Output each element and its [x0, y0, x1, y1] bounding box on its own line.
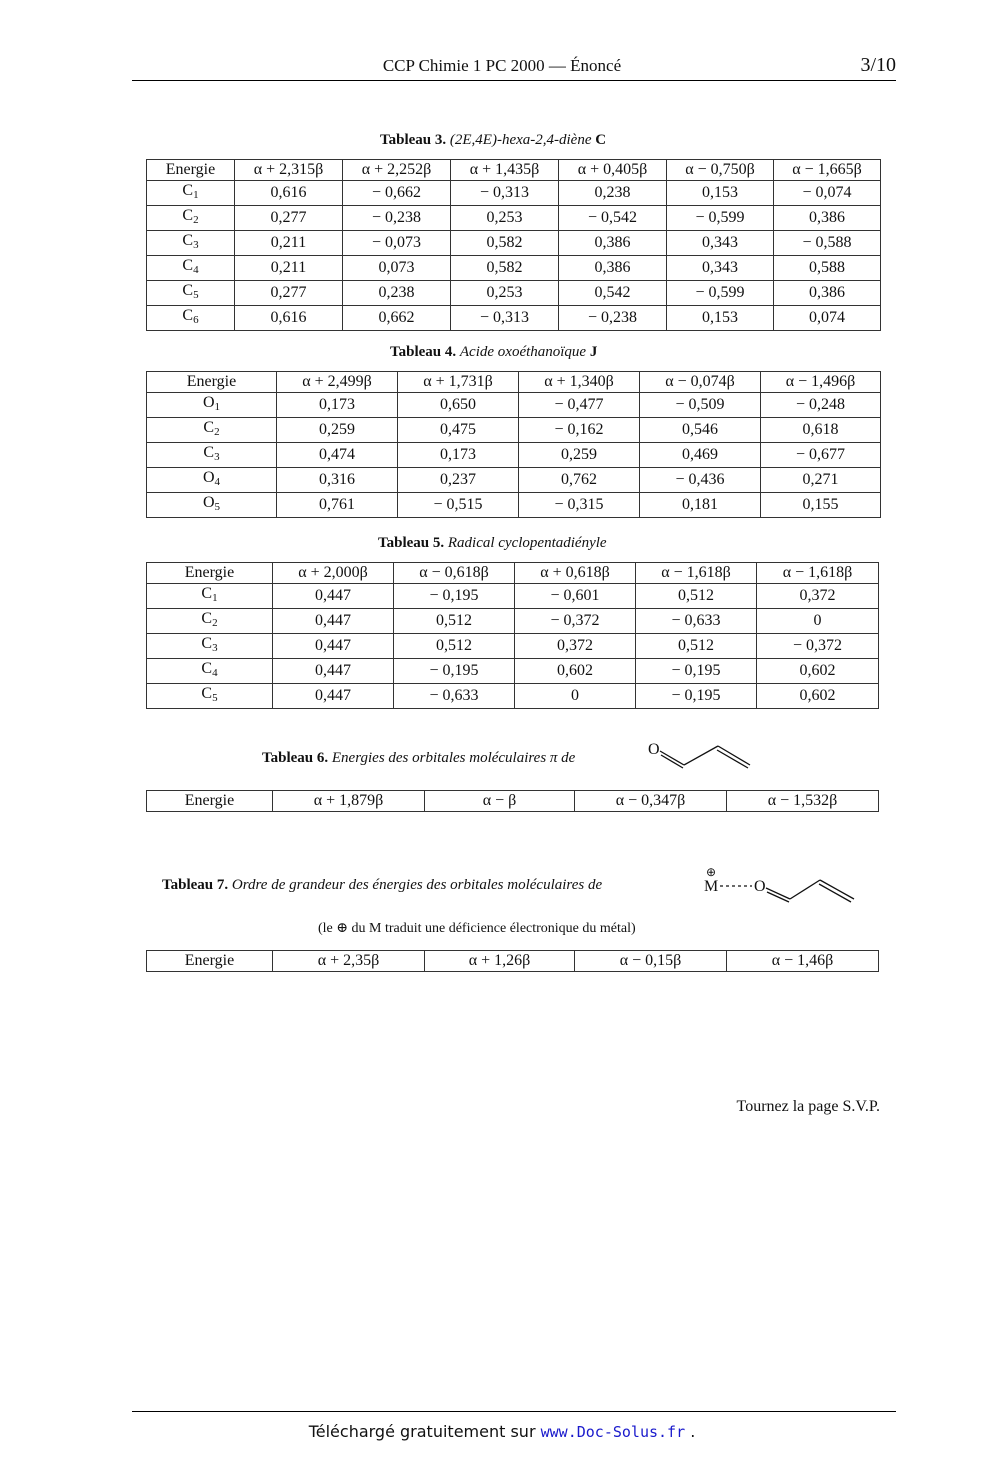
coefficient-cell: 0,616 — [235, 181, 343, 206]
coefficient-cell: 0,343 — [667, 231, 774, 256]
atom-symbol: C — [201, 610, 213, 627]
atom-index: 1 — [193, 189, 199, 201]
coefficient-cell: 0,259 — [277, 418, 398, 443]
table-row — [147, 468, 881, 493]
energy-level-cell: α + 1,340β — [519, 372, 640, 393]
table3-subject: (2E,4E)-hexa-2,4-diène — [449, 132, 592, 148]
table3-caption — [380, 132, 606, 149]
energy-header-cell: Energie — [147, 951, 273, 972]
coefficient-cell: − 0,162 — [519, 418, 640, 443]
table5-caption — [378, 535, 607, 552]
energy-header-cell: Energie — [147, 372, 277, 393]
atom-label-cell — [147, 659, 273, 684]
atom-label-cell — [147, 684, 273, 709]
table-row — [147, 659, 879, 684]
atom-symbol: C — [182, 182, 194, 199]
coefficient-cell: 0,238 — [559, 181, 667, 206]
table3 — [146, 159, 881, 331]
coefficient-cell: 0,386 — [559, 231, 667, 256]
energy-level-cell: α − 1,46β — [727, 951, 879, 972]
atom-index: 4 — [212, 667, 218, 679]
atom-label-cell — [147, 181, 235, 206]
coefficient-cell: − 0,238 — [343, 206, 451, 231]
table7-note: (le ⊕ du M traduit une déficience électronique du métal) — [318, 921, 636, 936]
coefficient-cell: − 0,509 — [640, 393, 761, 418]
header-row — [147, 791, 879, 812]
energy-level-cell: α + 1,879β — [273, 791, 425, 812]
footer — [0, 1422, 1004, 1441]
table4-caption — [390, 344, 597, 361]
coefficient-cell: − 0,477 — [519, 393, 640, 418]
atom-index: 2 — [214, 426, 220, 438]
coefficient-cell: − 0,313 — [451, 306, 559, 331]
ligand-bond — [820, 880, 854, 899]
table4 — [146, 371, 881, 518]
atom-label-cell — [147, 281, 235, 306]
coefficient-cell: 0 — [515, 684, 636, 709]
coefficient-cell: 0,271 — [761, 468, 881, 493]
coefficient-cell: − 0,195 — [394, 584, 515, 609]
atom-label-cell — [147, 393, 277, 418]
atom-label-cell — [147, 584, 273, 609]
atom-label-cell — [147, 493, 277, 518]
coefficient-cell: 0,253 — [451, 281, 559, 306]
atom-index: 3 — [193, 239, 199, 251]
coefficient-cell: 0,238 — [343, 281, 451, 306]
atom-label-cell — [147, 206, 235, 231]
table-row — [147, 181, 881, 206]
header-row — [147, 160, 881, 181]
atom-index: 6 — [193, 314, 199, 326]
table7-label: Tableau 7. — [162, 877, 229, 893]
coefficient-cell: 0,181 — [640, 493, 761, 518]
atom-label-cell — [147, 231, 235, 256]
footer-link[interactable]: www.Doc-Solus.fr — [540, 1423, 686, 1441]
coefficient-cell: 0,512 — [394, 634, 515, 659]
page-number: 3/10 — [860, 54, 896, 76]
coefficient-cell: 0,602 — [757, 659, 879, 684]
table-row — [147, 609, 879, 634]
header-row — [147, 372, 881, 393]
coefficient-cell: 0,582 — [451, 256, 559, 281]
coefficient-cell: 0,469 — [640, 443, 761, 468]
energy-level-cell: α + 1,26β — [425, 951, 575, 972]
coefficient-cell: − 0,073 — [343, 231, 451, 256]
energy-level-cell: α − 0,15β — [575, 951, 727, 972]
table-row — [147, 393, 881, 418]
coefficient-cell: − 0,372 — [515, 609, 636, 634]
energy-level-cell: α − 0,074β — [640, 372, 761, 393]
atom-index: 4 — [214, 476, 221, 488]
table6-label: Tableau 6. — [262, 750, 329, 766]
coefficient-cell: 0,316 — [277, 468, 398, 493]
energy-level-cell: α + 2,252β — [343, 160, 451, 181]
atom-label-cell — [147, 609, 273, 634]
energy-level-cell: α + 1,731β — [398, 372, 519, 393]
atom-symbol: C — [182, 257, 194, 274]
metal-charge: ⊕ — [706, 865, 717, 879]
acrolein-bond — [718, 746, 750, 765]
table7-subject: Ordre de grandeur des énergies des orbitales moléculaires de — [231, 877, 603, 893]
table-row — [147, 634, 879, 659]
coefficient-cell: 0,343 — [667, 256, 774, 281]
atom-symbol: C — [201, 660, 213, 677]
coefficient-cell: 0,474 — [277, 443, 398, 468]
table4-label: Tableau 4. — [390, 344, 457, 360]
coefficient-cell: 0,155 — [761, 493, 881, 518]
coefficient-cell: 0,602 — [515, 659, 636, 684]
energy-level-cell: α − 1,496β — [761, 372, 881, 393]
atom-index: 5 — [214, 501, 221, 513]
acrolein-structure — [648, 738, 752, 772]
coefficient-cell: 0,372 — [757, 584, 879, 609]
table5-label: Tableau 5. — [378, 535, 445, 551]
coefficient-cell: 0,662 — [343, 306, 451, 331]
atom-label-cell — [147, 418, 277, 443]
atom-index: 1 — [212, 592, 218, 604]
atom-index: 5 — [212, 692, 218, 704]
coefficient-cell: − 0,601 — [515, 584, 636, 609]
atom-symbol: C — [203, 419, 215, 436]
energy-level-cell: α + 2,315β — [235, 160, 343, 181]
coefficient-cell: 0,761 — [277, 493, 398, 518]
atom-symbol: C — [203, 444, 215, 461]
coefficient-cell: 0,650 — [398, 393, 519, 418]
table6-subject: Energies des orbitales moléculaires π de — [331, 750, 576, 766]
coefficient-cell: − 0,436 — [640, 468, 761, 493]
atom-symbol: C — [201, 685, 213, 702]
coefficient-cell: 0,447 — [273, 634, 394, 659]
table5 — [146, 562, 879, 709]
coefficient-cell: 0,588 — [774, 256, 881, 281]
energy-level-cell: α + 2,35β — [273, 951, 425, 972]
metal-label: M — [704, 878, 719, 895]
coefficient-cell: − 0,315 — [519, 493, 640, 518]
header-row — [147, 563, 879, 584]
coefficient-cell: − 0,599 — [667, 206, 774, 231]
coefficient-cell: 0,386 — [774, 206, 881, 231]
coefficient-cell: 0,512 — [394, 609, 515, 634]
footer-rule — [132, 1411, 896, 1412]
energy-level-cell: α + 0,405β — [559, 160, 667, 181]
coefficient-cell: − 0,677 — [761, 443, 881, 468]
energy-level-cell: α − β — [425, 791, 575, 812]
coefficient-cell: 0,237 — [398, 468, 519, 493]
energy-level-cell: α + 2,499β — [277, 372, 398, 393]
coefficient-cell: 0,616 — [235, 306, 343, 331]
coefficient-cell: − 0,633 — [636, 609, 757, 634]
atom-label-cell — [147, 306, 235, 331]
table-row — [147, 443, 881, 468]
coefficient-cell: 0,602 — [757, 684, 879, 709]
coefficient-cell: − 0,313 — [451, 181, 559, 206]
table7-caption — [162, 877, 602, 894]
table-row — [147, 206, 881, 231]
ligand-bond — [819, 884, 851, 902]
header-row — [147, 951, 879, 972]
coefficient-cell: 0,153 — [667, 306, 774, 331]
table6-caption — [262, 750, 575, 767]
coefficient-cell: 0,386 — [559, 256, 667, 281]
table-row — [147, 493, 881, 518]
energy-level-cell: α + 1,435β — [451, 160, 559, 181]
table4-compound-letter: J — [589, 344, 598, 360]
coefficient-cell: 0,372 — [515, 634, 636, 659]
table4-subject: Acide oxoéthanoïque — [459, 344, 587, 360]
coefficient-cell: − 0,195 — [394, 659, 515, 684]
table7 — [146, 950, 879, 972]
coefficient-cell: 0,253 — [451, 206, 559, 231]
coefficient-cell: 0,277 — [235, 281, 343, 306]
energy-level-cell: α − 0,347β — [575, 791, 727, 812]
energy-level-cell: α − 0,618β — [394, 563, 515, 584]
coefficient-cell: 0,762 — [519, 468, 640, 493]
atom-index: 5 — [193, 289, 199, 301]
table6 — [146, 790, 879, 812]
ligand-bond — [790, 880, 820, 899]
coefficient-cell: 0 — [757, 609, 879, 634]
coefficient-cell: − 0,195 — [636, 684, 757, 709]
metal-complex-structure — [694, 862, 858, 904]
energy-header-cell: Energie — [147, 160, 235, 181]
table-row — [147, 231, 881, 256]
coefficient-cell: − 0,515 — [398, 493, 519, 518]
energy-level-cell: α + 0,618β — [515, 563, 636, 584]
coefficient-cell: − 0,248 — [761, 393, 881, 418]
energy-level-cell: α − 1,532β — [727, 791, 879, 812]
coefficient-cell: 0,386 — [774, 281, 881, 306]
acrolein-bond — [660, 751, 684, 765]
atom-index: 2 — [193, 214, 199, 226]
energy-level-cell: α − 1,618β — [636, 563, 757, 584]
coefficient-cell: 0,542 — [559, 281, 667, 306]
atom-index: 1 — [214, 401, 221, 413]
footer-suffix: . — [690, 1422, 696, 1441]
table3-label: Tableau 3. — [380, 132, 447, 148]
acrolein-bond — [684, 746, 718, 765]
atom-index: 3 — [214, 451, 220, 463]
coefficient-cell: 0,211 — [235, 231, 343, 256]
table3-compound-letter: C — [595, 132, 607, 148]
coefficient-cell: 0,447 — [273, 609, 394, 634]
table-row — [147, 684, 879, 709]
footer-text: Téléchargé gratuitement sur — [308, 1422, 536, 1441]
atom-index: 2 — [212, 617, 218, 629]
coefficient-cell: − 0,542 — [559, 206, 667, 231]
table-row — [147, 306, 881, 331]
coefficient-cell: 0,173 — [398, 443, 519, 468]
energy-level-cell: α − 0,750β — [667, 160, 774, 181]
coefficient-cell: − 0,633 — [394, 684, 515, 709]
energy-level-cell: α − 1,665β — [774, 160, 881, 181]
atom-symbol: O — [202, 469, 215, 486]
energy-header-cell: Energie — [147, 563, 273, 584]
coefficient-cell: 0,512 — [636, 634, 757, 659]
coefficient-cell: − 0,372 — [757, 634, 879, 659]
atom-label-cell — [147, 468, 277, 493]
coefficient-cell: 0,618 — [761, 418, 881, 443]
coefficient-cell: − 0,074 — [774, 181, 881, 206]
coefficient-cell: 0,447 — [273, 584, 394, 609]
coefficient-cell: 0,447 — [273, 659, 394, 684]
coefficient-cell: 0,512 — [636, 584, 757, 609]
coefficient-cell: 0,259 — [519, 443, 640, 468]
atom-index: 4 — [193, 264, 199, 276]
atom-symbol: C — [182, 282, 194, 299]
coefficient-cell: 0,277 — [235, 206, 343, 231]
coefficient-cell: 0,173 — [277, 393, 398, 418]
coefficient-cell: − 0,662 — [343, 181, 451, 206]
coefficient-cell: 0,582 — [451, 231, 559, 256]
atom-label-cell — [147, 634, 273, 659]
coefficient-cell: − 0,599 — [667, 281, 774, 306]
coefficient-cell: 0,475 — [398, 418, 519, 443]
atom-symbol: C — [201, 635, 213, 652]
complex-oxygen-label: O — [754, 878, 766, 895]
atom-symbol: C — [182, 307, 194, 324]
atom-label-cell — [147, 256, 235, 281]
acrolein-bond — [661, 755, 683, 768]
coefficient-cell: − 0,588 — [774, 231, 881, 256]
coefficient-cell: 0,546 — [640, 418, 761, 443]
acrolein-oxygen-label: O — [648, 741, 660, 758]
turn-page-note: Tournez la page S.V.P. — [736, 1098, 880, 1115]
atom-symbol: C — [182, 232, 194, 249]
acrolein-bond — [717, 750, 748, 768]
atom-label-cell — [147, 443, 277, 468]
atom-index: 3 — [212, 642, 218, 654]
energy-level-cell: α + 2,000β — [273, 563, 394, 584]
coefficient-cell: 0,073 — [343, 256, 451, 281]
energy-level-cell: α − 1,618β — [757, 563, 879, 584]
coefficient-cell: 0,447 — [273, 684, 394, 709]
atom-symbol: C — [182, 207, 194, 224]
table-row — [147, 281, 881, 306]
running-header-title: CCP Chimie 1 PC 2000 — Énoncé — [382, 56, 622, 75]
energy-header-cell: Energie — [147, 791, 273, 812]
atom-symbol: O — [202, 494, 215, 511]
coefficient-cell: 0,074 — [774, 306, 881, 331]
coefficient-cell: 0,211 — [235, 256, 343, 281]
table-row — [147, 584, 879, 609]
atom-symbol: C — [201, 585, 213, 602]
table-row — [147, 256, 881, 281]
coefficient-cell: − 0,195 — [636, 659, 757, 684]
coefficient-cell: 0,153 — [667, 181, 774, 206]
atom-symbol: O — [202, 394, 215, 411]
table5-subject: Radical cyclopentadiényle — [447, 535, 607, 551]
table-row — [147, 418, 881, 443]
coefficient-cell: − 0,238 — [559, 306, 667, 331]
header-rule — [132, 80, 896, 81]
